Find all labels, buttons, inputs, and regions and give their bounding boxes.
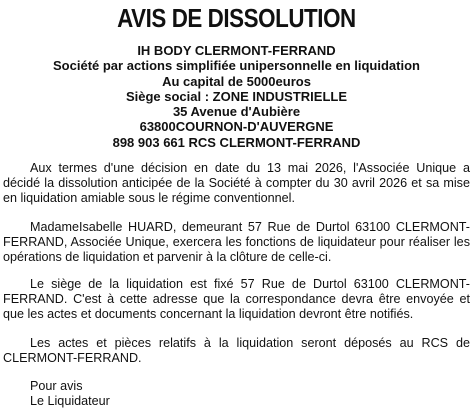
paragraph-dissolution-decision: Aux termes d'une décision en date du 13 mai 2026, l'Associée Unique a décidé la dissolution anticipée de la Société à compter du 30 avril 2026 et sa mise en liquidation amiable sous le régime conventionnel. — [3, 161, 470, 206]
company-legal-form: Société par actions simplifiée unipersonnelle en liquidation — [53, 58, 420, 74]
closing-for-notice: Pour avis — [30, 379, 83, 393]
company-registered-office: Siège social : ZONE INDUSTRIELLE — [125, 88, 348, 104]
company-header — [0, 43, 473, 150]
company-street-address: 35 Avenue d'Aubière — [172, 104, 301, 120]
company-rcs-number: 898 903 661 RCS CLERMONT-FERRAND — [112, 134, 361, 150]
closing-liquidator: Le Liquidateur — [30, 394, 110, 409]
paragraph-filing: Les actes et pièces relatifs à la liquidation seront déposés au RCS de CLERMONT-FERRAND. — [3, 336, 470, 366]
company-name: IH BODY CLERMONT-FERRAND — [137, 43, 336, 58]
company-capital: Au capital de 5000euros — [162, 73, 311, 89]
company-city: 63800COURNON-D'AUVERGNE — [139, 119, 334, 135]
paragraph-liquidator-appointment: MadameIsabelle HUARD, demeurant 57 Rue de Durtol 63100 CLERMONT-FERRAND, Associée Unique, exercera les fonctions de liquidateur pour réaliser les opérations de liquidation et parvenir à la clôture de celle-ci. — [3, 220, 470, 265]
paragraph-liquidation-seat: Le siège de la liquidation est fixé 57 Rue de Durtol 63100 CLERMONT-FERRAND. C'est à cette adresse que la correspondance devra être envoyée et que les actes et documents concernant la liquidation devront être notifiés. — [3, 277, 470, 322]
closing-signature — [30, 379, 110, 409]
notice-title: AVIS DE DISSOLUTION — [117, 3, 356, 33]
